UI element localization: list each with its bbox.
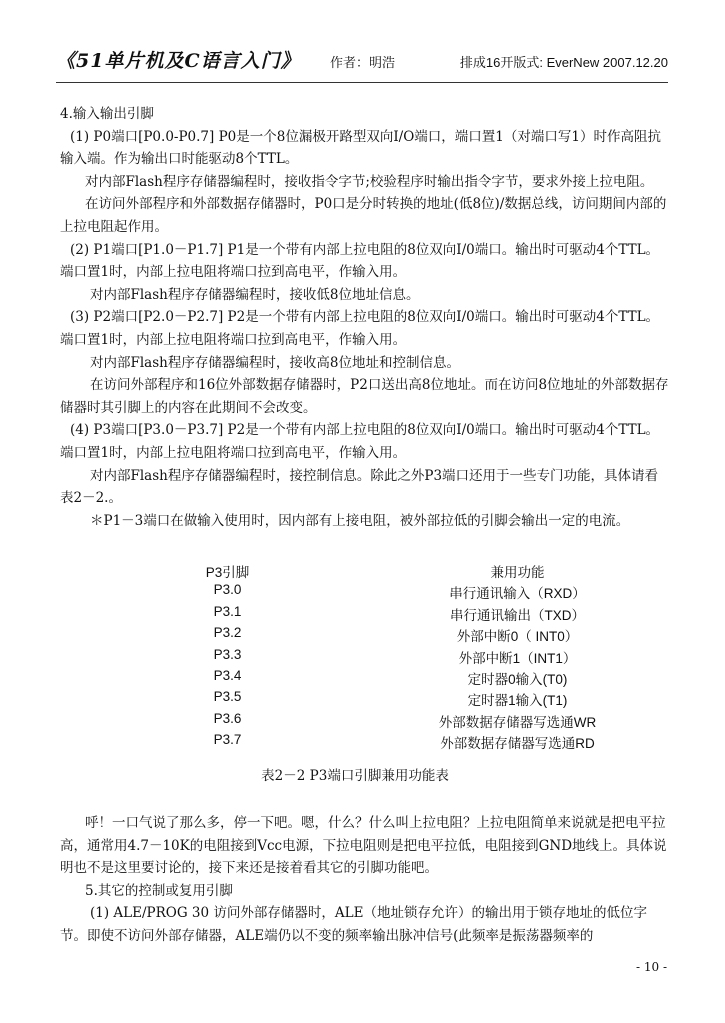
paragraph: 呼！一口气说了那么多，停一下吧。嗯，什么？什么叫上拉电阻？上拉电阻简单来说就是把电平拉高，通常用4.7－10K的电阻接到Vcc电源，下拉电阻则是把电平拉低，电阻接到GND地线上。具体说明也不是这里要讨论的，接下来还是接着看其它的引脚功能吧。 (60, 815, 667, 877)
paragraph: 在访问外部程序和16位外部数据存储器时，P2口送出高8位地址。而在访问8位地址的外部数据存储器时其引脚上的内容在此期间不会改变。 (60, 377, 669, 416)
p3-function-table (60, 561, 660, 754)
table-row (60, 582, 660, 603)
table-cell: P3.0 (213, 582, 242, 598)
table-cell: 定时器0输入(T0) (467, 671, 568, 687)
table-cell: 定时器1输入(T1) (467, 693, 568, 709)
table-cell: 串行通讯输入（RXD） (449, 586, 586, 602)
table-cell: P3.3 (213, 646, 242, 662)
table-cell: P3.1 (213, 603, 242, 619)
page-header (56, 46, 668, 76)
table-cell: P3.4 (213, 667, 242, 683)
table-row (60, 711, 660, 732)
paragraph: (1) P0端口[P0.0-P0.7] P0是一个8位漏极开路型双向I/O端口，端口置1（对端口写1）时作高阻抗输入端。作为输出口时能驱动8个TTL。 (60, 128, 661, 168)
table-cell: P3.7 (213, 732, 242, 748)
table-cell: P3.5 (213, 689, 242, 705)
note: ＊P1－3端口在做输入使用时，因内部有上接电阻，被外部拉低的引脚会输出一定的电流。 (90, 512, 630, 529)
section-title: 4.输入输出引脚 (60, 106, 154, 122)
paragraph: (4) P3端口[P3.0－P3.7] P2是一个带有内部上拉电阻的8位双向I/0端口。输出时可驱动4个TTL。端口置1时，内部上拉电阻将端口拉到高电平，作输入用。 (60, 422, 660, 461)
typeset-info: 排成16开版式: EverNew 2007.12.20 (459, 55, 668, 70)
table-row (60, 625, 660, 646)
table-cell: 外部数据存储器写选通RD (440, 736, 595, 752)
table-cell: 串行通讯输出（TXD） (450, 607, 585, 623)
table-row (60, 647, 660, 668)
author-label: 作者：明浩 (330, 55, 396, 70)
paragraph: 对内部Flash程序存储器编程时，接收指令字节;校验程序时输出指令字节，要求外接上拉电阻。 (85, 173, 654, 190)
paragraph: 在访问外部程序和外部数据存储器时，P0口是分时转换的地址(低8位)/数据总线，访问期间内部的上拉电阻起作用。 (60, 196, 667, 235)
table-row (60, 732, 660, 753)
table-header-row (60, 561, 660, 582)
page-number: - 10 - (635, 960, 667, 974)
section-title: 5.其它的控制或复用引脚 (85, 882, 233, 899)
paragraph: (2) P1端口[P1.0－P1.7] P1是一个带有内部上拉电阻的8位双向I/0端口。输出时可驱动4个TTL。端口置1时，内部上拉电阻将端口拉到高电平，作输入用。 (60, 241, 660, 281)
table-row (60, 689, 660, 710)
table-cell: P3.6 (213, 710, 242, 726)
table-row (60, 604, 660, 625)
table-cell: P3.2 (213, 625, 242, 641)
table-header: P3引脚 (205, 565, 250, 580)
table-cell: 外部中断1（INT1） (458, 650, 577, 666)
table-caption: 表2－2 P3端口引脚兼用功能表 (261, 768, 449, 784)
table-header: 兼用功能 (490, 565, 545, 580)
book-title: 《51单片机及C语言入门》 (56, 50, 301, 72)
paragraph: (3) P2端口[P2.0－P2.7] P2是一个带有内部上拉电阻的8位双向I/0端口。输出时可驱动4个TTL。端口置1时，内部上拉电阻将端口拉到高电平，作输入用。 (60, 309, 660, 348)
table-row (60, 668, 660, 689)
header-rule (56, 82, 668, 83)
table-cell: 外部中断0（ INT0） (456, 629, 579, 645)
paragraph: 对内部Flash程序存储器编程时，接收低8位地址信息。 (90, 286, 420, 303)
main-text-continued (60, 812, 672, 948)
paragraph: 对内部Flash程序存储器编程时，接收高8位地址和控制信息。 (90, 354, 460, 371)
paragraph: 对内部Flash程序存储器编程时，接控制信息。除此之外P3端口还用于一些专门功能，具体请看 表2－2.。 (60, 467, 659, 507)
paragraph: (1) ALE/PROG 30 访问外部存储器时，ALE（地址锁存允许）的输出用于锁存地址的低位字节。即使不访问外部存储器，ALE端仍以不变的频率输出脉冲信号(此频率是振荡器频率的 (60, 905, 647, 944)
table-cell: 外部数据存储器写选通WR (438, 714, 597, 730)
main-text (60, 103, 672, 532)
